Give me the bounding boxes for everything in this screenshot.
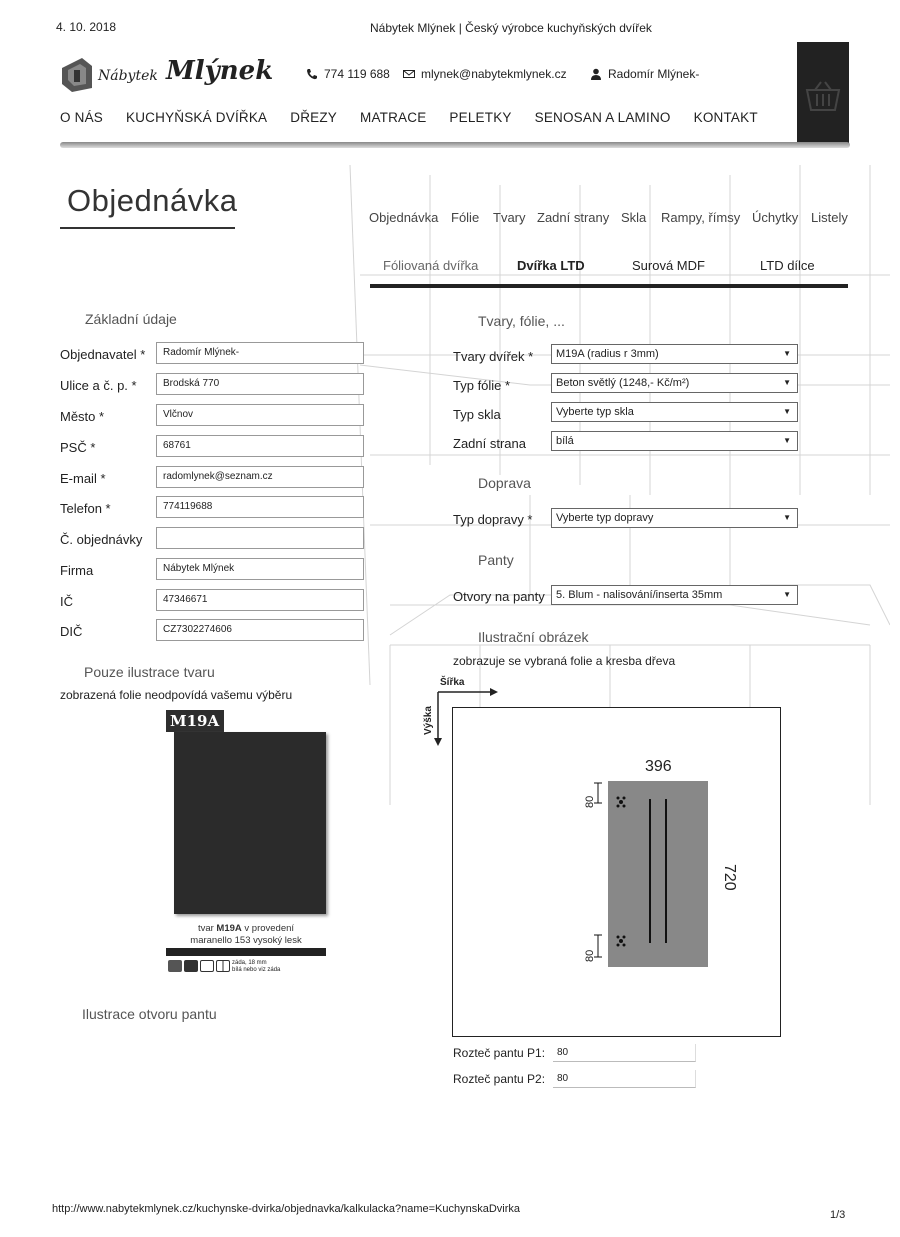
print-page-number: 1/3: [830, 1209, 846, 1221]
foil-type-select[interactable]: [551, 373, 798, 393]
hinge-pitch-p2-label: Rozteč pantu P2:: [453, 1072, 546, 1086]
email-label: E-mail *: [60, 471, 106, 486]
glass-type-value: Vyberte typ skla: [556, 406, 634, 418]
tab-zadni-strany[interactable]: Zadní strany: [537, 210, 610, 225]
dropdown-arrow-icon: ▼: [783, 407, 791, 416]
ic-input[interactable]: 47346671: [156, 589, 364, 611]
email-address: mlynek@nabytekmlynek.cz: [421, 67, 567, 81]
hinge-pitch-p1-input[interactable]: 80: [553, 1044, 696, 1062]
print-title: Nábytek Mlýnek | Český výrobce kuchyňských dvířek: [370, 21, 652, 35]
dic-label: DIČ: [60, 624, 83, 639]
title-underline: [60, 227, 235, 229]
nav-item-kontakt[interactable]: KONTAKT: [693, 110, 758, 125]
company-label: Firma: [60, 563, 94, 578]
dropdown-arrow-icon: ▼: [783, 349, 791, 358]
illustration-note: zobrazuje se vybraná folie a kresba dřeva: [453, 654, 676, 668]
ic-label: IČ: [60, 594, 73, 609]
user-account[interactable]: [590, 67, 699, 81]
order-number-input[interactable]: [156, 527, 364, 549]
hinge-illustration-heading: Ilustrace otvoru pantu: [82, 1006, 217, 1022]
foil-type-label: Typ fólie *: [453, 378, 511, 393]
tab-objednavka[interactable]: Objednávka: [369, 210, 439, 225]
hinges-heading: Panty: [478, 552, 514, 568]
orderer-input[interactable]: Radomír Mlýnek-: [156, 342, 364, 364]
nav-item-drezy[interactable]: DŘEZY: [290, 110, 338, 125]
door-details: [580, 781, 710, 967]
hinge-top-offset: 80: [584, 795, 596, 808]
door-width-dimension: 396: [645, 758, 672, 775]
profile-grid-icon: [216, 960, 230, 972]
dropdown-arrow-icon: ▼: [783, 378, 791, 387]
transport-value: Vyberte typ dopravy: [556, 512, 654, 524]
order-number-label: Č. objednávky: [60, 532, 143, 547]
shape-illustration-note: zobrazená folie neodpovídá vašemu výběru: [60, 688, 293, 702]
glass-type-label: Typ skla: [453, 407, 501, 422]
basket-icon: [805, 80, 841, 112]
subtabs-underline: [370, 284, 848, 288]
glass-type-select[interactable]: [551, 402, 798, 422]
street-label: Ulice a č. p. *: [60, 378, 137, 393]
zip-label: PSČ *: [60, 440, 96, 455]
hinge-pitch-p1-label: Rozteč pantu P1:: [453, 1046, 546, 1060]
height-axis-label: Výška: [423, 706, 434, 735]
shape-tile-label: M19A: [166, 710, 224, 732]
cart-button[interactable]: [797, 42, 849, 146]
print-url: http://www.nabytekmlynek.cz/kuchynske-dvirka/objednavka/kalkulacka?name=KuchynskaDvirka: [52, 1203, 521, 1215]
profile-icons: [168, 960, 230, 972]
back-side-select[interactable]: [551, 431, 798, 451]
logo-text-big: Mlýnek: [166, 56, 274, 86]
door-shape-value: M19A (radius r 3mm): [556, 348, 659, 360]
foil-type-value: Beton světlý (1248,- Kč/m²): [556, 377, 690, 389]
profile-frame-icon: [200, 960, 214, 972]
dropdown-arrow-icon: ▼: [783, 513, 791, 522]
width-axis-label: Šířka: [440, 677, 465, 688]
door-shape-preview: [166, 710, 326, 916]
door-height-dimension: 720: [721, 864, 738, 891]
hinge-pitch-p2-input[interactable]: 80: [553, 1070, 696, 1088]
page-title: Objednávka: [67, 183, 238, 218]
user-name: Radomír Mlýnek-: [608, 67, 700, 81]
back-side-value: bílá: [556, 435, 574, 447]
profile-solid-icon: [168, 960, 182, 972]
profile-dark-icon: [184, 960, 198, 972]
transport-heading: Doprava: [478, 475, 531, 491]
phone-input[interactable]: 774119688: [156, 496, 364, 518]
nav-item-matrace[interactable]: MATRACE: [360, 110, 427, 125]
shape-illustration-heading: Pouze ilustrace tvaru: [84, 664, 215, 680]
transport-label: Typ dopravy *: [453, 512, 533, 527]
city-label: Město *: [60, 409, 105, 424]
email-contact[interactable]: [403, 67, 567, 81]
subtab-ltd-dilce[interactable]: LTD dílce: [760, 258, 815, 273]
tab-rampy-rimsy[interactable]: Rampy, římsy: [661, 210, 741, 225]
hinge-bottom-offset: 80: [584, 949, 596, 962]
hinges-select[interactable]: [551, 585, 798, 605]
user-icon: [590, 68, 602, 80]
nav-item-kuchynska-dvirka[interactable]: KUCHYŇSKÁ DVÍŘKA: [126, 110, 268, 125]
envelope-icon: [403, 68, 415, 80]
door-shape-select[interactable]: [551, 344, 798, 364]
edge-profile-bar: [166, 948, 326, 956]
tab-skla[interactable]: Skla: [621, 210, 647, 225]
transport-select[interactable]: [551, 508, 798, 528]
site-logo[interactable]: [60, 50, 274, 96]
tab-folie[interactable]: Fólie: [451, 210, 480, 225]
main-navigation: [60, 110, 781, 125]
illustration-heading: Ilustrační obrázek: [478, 629, 589, 645]
orderer-label: Objednavatel *: [60, 347, 146, 362]
hinges-label: Otvory na panty: [453, 589, 545, 604]
basic-info-heading: Základní údaje: [85, 311, 177, 327]
subtab-foliovana-dvirka[interactable]: Fóliovaná dvířka: [383, 258, 479, 273]
phone-icon: [306, 68, 318, 80]
print-date: 4. 10. 2018: [56, 20, 117, 34]
nav-item-o-nas[interactable]: O NÁS: [60, 110, 104, 125]
dic-input[interactable]: CZ7302274606: [156, 619, 364, 641]
dropdown-arrow-icon: ▼: [783, 590, 791, 599]
door-shape-swatch: [174, 732, 326, 914]
logo-text-small: Nábytek: [98, 68, 158, 84]
phone-label: Telefon *: [60, 501, 111, 516]
back-side-label: Zadní strana: [453, 436, 526, 451]
zip-input[interactable]: 68761: [156, 435, 364, 457]
profile-caption: záda, 18 mm bílá nebo viz záda: [232, 960, 281, 973]
shape-caption-line1: tvar M19A v provedení: [197, 923, 295, 934]
street-input[interactable]: Brodská 770: [156, 373, 364, 395]
subtab-surova-mdf[interactable]: Surová MDF: [632, 258, 705, 273]
company-input[interactable]: Nábytek Mlýnek: [156, 558, 364, 580]
nav-item-peletky[interactable]: PELETKY: [449, 110, 512, 125]
subtab-dvirka-ltd[interactable]: Dvířka LTD: [517, 258, 585, 273]
door-shape-label: Tvary dvířek *: [453, 349, 534, 364]
logo-icon: [60, 54, 94, 94]
email-input[interactable]: radomlynek@seznam.cz: [156, 466, 364, 488]
phone-number: 774 119 688: [324, 67, 390, 81]
header-divider: [60, 142, 850, 148]
shape-caption-line2: maranello 153 vysoký lesk: [190, 935, 302, 946]
hinges-value: 5. Blum - nalisování/inserta 35mm: [556, 589, 723, 601]
tab-uchytky[interactable]: Úchytky: [752, 210, 799, 225]
city-input[interactable]: Vlčnov: [156, 404, 364, 426]
tab-tvary[interactable]: Tvary: [493, 210, 526, 225]
phone-contact[interactable]: [306, 67, 390, 81]
shapes-heading: Tvary, fólie, ...: [478, 313, 565, 329]
dropdown-arrow-icon: ▼: [783, 436, 791, 445]
tab-listely[interactable]: Listely: [811, 210, 848, 225]
nav-item-senosan-a-lamino[interactable]: SENOSAN A LAMINO: [534, 110, 671, 125]
